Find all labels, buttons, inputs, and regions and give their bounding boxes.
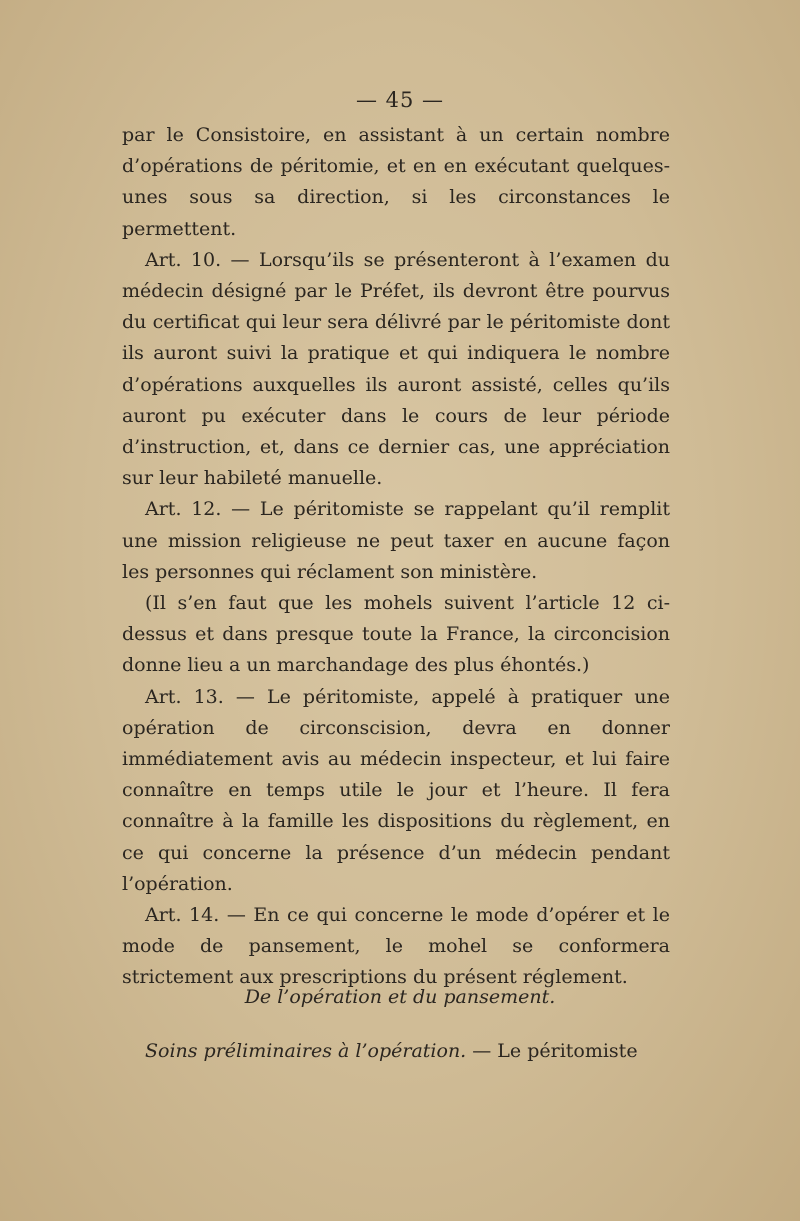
section-heading: De l’opération et du pansement. <box>244 986 556 1008</box>
subsection-text: — Le péritomiste <box>466 1040 638 1062</box>
paragraph-article-12: Art. 12. — Le péritomiste se rappelant qu’il remplit une mission religieuse ne peut taxer en aucune façon les personnes qui réclament son ministère. <box>122 498 670 583</box>
paragraph-article-10: Art. 10. — Lorsqu’ils se présenteront à l’examen du médecin désigné par le Préfet, ils devront être pourvus du certificat qui leur sera délivré par le péritomiste dont ils auront suivi la pratique et qui indiquera le nombre d’opérations auxquelles ils auront assisté, celles qu’ils auront pu exécuter dans le cours de leur période d’instruction, et, dans ce dernier cas, une appréciation sur leur habileté manuelle. <box>122 248 670 490</box>
page-number: — 45 — <box>355 88 445 112</box>
subsection-title: Soins préliminaires à l’opération. <box>145 1040 467 1062</box>
paragraph-continuation: par le Consistoire, en assistant à un certain nombre d’opérations de péritomie, et en en exécutant quelques-unes sous sa direction, si les circonstances le permettent. <box>122 124 670 240</box>
paragraph-article-14: Art. 14. — En ce qui concerne le mode d’opérer et le mode de pansement, le mohel se conformera strictement aux prescriptions du présent réglement. <box>122 904 670 989</box>
paragraph-remark: (Il s’en faut que les mohels suivent l’article 12 ci-dessus et dans presque toute la France, la circoncision donne lieu a un marchandage des plus éhontés.) <box>122 592 670 677</box>
body-text <box>122 120 670 994</box>
subsection-line <box>145 1040 670 1062</box>
paragraph-article-13: Art. 13. — Le péritomiste, appelé à pratiquer une opération de circonscision, devra en donner immédiatement avis au médecin inspecteur, et lui faire connaître en temps utile le jour et l’heure. Il fera connaître à la famille les dispositions du règlement, en ce qui concerne la présence d’un médecin pendant l’opération. <box>122 685 670 895</box>
